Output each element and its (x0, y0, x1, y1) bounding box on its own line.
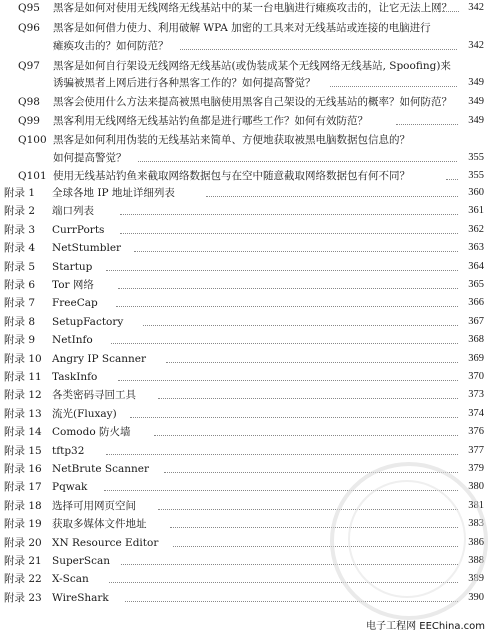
leader-dots (206, 195, 458, 197)
site-watermark: 电子工程网 EEChina.com (366, 621, 485, 632)
appendix-title: X-Scan (52, 573, 89, 585)
appendix-title: tftp32 (52, 445, 85, 457)
page-number: 342 (468, 40, 484, 51)
leader-dots (154, 434, 458, 436)
appendix-title: CurrPorts (52, 224, 105, 236)
page-number: 368 (468, 334, 484, 345)
question-number: Q95 (18, 2, 40, 14)
appendix-title: Comodo 防火墙 (52, 426, 131, 438)
question-text-continued: 诱骗被黑者上网后进行各种黑客工作的？如何提高警觉？ (53, 77, 316, 89)
question-number: Q99 (18, 115, 40, 127)
page-number: 383 (468, 518, 484, 529)
appendix-number: 附录 17 (4, 481, 42, 493)
appendix-title: TaskInfo (52, 371, 98, 383)
question-text-continued: 如何提高警觉？ (53, 152, 127, 164)
question-text-continued: 瘫痪攻击的？如何防范？ (53, 40, 169, 52)
appendix-title: 各类密码寻回工具 (52, 389, 136, 401)
appendix-number: 附录 9 (4, 334, 36, 346)
question-text: 黑客利用无线网络无线基站钓鱼都是进行哪些工作？如何有效防范？ (53, 115, 368, 127)
page-number: 379 (468, 463, 484, 474)
appendix-title: XN Resource Editor (52, 537, 159, 549)
question-text: 使用无线基站钓鱼来截取网络数据包与在空中随意截取网络数据包有何不同？ (53, 170, 410, 182)
appendix-number: 附录 6 (4, 279, 36, 291)
question-text: 黑客是如何自行架设无线网络无线基站(或伪装成某个无线网络无线基站, Spoofing)来 (53, 60, 451, 72)
appendix-number: 附录 2 (4, 205, 36, 217)
question-text: 黑客是如何对使用无线网络无线基站中的某一台电脑进行瘫痪攻击的，让它无法上网？ (53, 2, 452, 14)
appendix-title: NetInfo (52, 334, 93, 346)
leader-dots (446, 178, 458, 180)
appendix-number: 附录 15 (4, 445, 42, 457)
page-number: 389 (468, 573, 484, 584)
appendix-number: 附录 18 (4, 500, 42, 512)
appendix-number: 附录 8 (4, 316, 36, 328)
page-number: 376 (468, 426, 484, 437)
question-number: Q98 (18, 96, 40, 108)
page-number: 373 (468, 389, 484, 400)
leader-dots (134, 250, 458, 252)
appendix-title: 获取多媒体文件地址 (52, 518, 147, 530)
leader-dots (143, 324, 458, 326)
appendix-title: 流光(Fluxay) (52, 408, 117, 420)
appendix-title: SetupFactory (52, 316, 124, 328)
leader-dots (130, 416, 458, 418)
appendix-title: SuperScan (52, 555, 111, 567)
question-text: 黑客会使用什么方法来提高被黑电脑使用黑客自己架设的无线基站的概率？如何防范？ (53, 96, 452, 108)
appendix-title: Angry IP Scanner (52, 353, 146, 365)
appendix-title: Pqwak (52, 481, 88, 493)
page-number: 370 (468, 371, 484, 382)
appendix-number: 附录 5 (4, 261, 36, 273)
leader-dots (106, 269, 458, 271)
page-number: 362 (468, 224, 484, 235)
appendix-number: 附录 22 (4, 573, 42, 585)
appendix-number: 附录 1 (4, 187, 36, 199)
appendix-number: 附录 16 (4, 463, 42, 475)
leader-dots (138, 160, 457, 162)
stamp-seal-graphic (330, 462, 488, 620)
page-number: 349 (468, 115, 484, 126)
leader-dots (180, 48, 457, 50)
leader-dots (116, 305, 458, 307)
leader-dots (118, 379, 458, 381)
appendix-title: FreeCap (52, 297, 98, 309)
page-number: 364 (468, 261, 484, 272)
appendix-title: Startup (52, 261, 93, 273)
appendix-title: Tor 网络 (52, 279, 94, 291)
page-number: 380 (468, 481, 484, 492)
appendix-number: 附录 10 (4, 353, 42, 365)
appendix-title: 选择可用网页空间 (52, 500, 136, 512)
appendix-number: 附录 7 (4, 297, 36, 309)
page-number: 342 (468, 2, 484, 13)
appendix-title: 端口列表 (52, 205, 94, 217)
stamp-seal-inner-ring (348, 480, 466, 598)
question-text: 黑客是如何借力使力、利用破解 WPA 加密的工具来对无线基站或连接的电脑进行 (53, 22, 431, 34)
appendix-number: 附录 21 (4, 555, 42, 567)
appendix-number: 附录 14 (4, 426, 42, 438)
leader-dots (330, 85, 457, 87)
appendix-number: 附录 11 (4, 371, 42, 383)
appendix-number: 附录 19 (4, 518, 42, 530)
appendix-number: 附录 4 (4, 242, 36, 254)
page-number: 367 (468, 316, 484, 327)
leader-dots (425, 10, 459, 12)
page-number: 349 (468, 77, 484, 88)
leader-dots (106, 453, 458, 455)
page-number: 390 (468, 592, 484, 603)
page-number: 381 (468, 500, 484, 511)
page-number: 386 (468, 537, 484, 548)
leader-dots (166, 361, 458, 363)
page-number: 349 (468, 96, 484, 107)
page-number: 355 (468, 170, 484, 181)
leader-dots (396, 123, 458, 125)
question-number: Q101 (18, 170, 47, 182)
question-text: 黑客是如何利用伪装的无线基站来简单、方便地获取被黑电脑数据包信息的？ (53, 134, 410, 146)
appendix-title: 全球各地 IP 地址详细列表 (52, 187, 175, 199)
appendix-number: 附录 20 (4, 537, 42, 549)
page-number: 388 (468, 555, 484, 566)
appendix-title: NetBrute Scanner (52, 463, 149, 475)
appendix-title: NetStumbler (52, 242, 122, 254)
leader-dots (158, 397, 458, 399)
appendix-number: 附录 23 (4, 592, 42, 604)
page-number: 365 (468, 279, 484, 290)
appendix-number: 附录 12 (4, 389, 42, 401)
leader-dots (118, 287, 458, 289)
page-number: 363 (468, 242, 484, 253)
page-number: 374 (468, 408, 484, 419)
question-number: Q100 (18, 134, 47, 146)
question-number: Q96 (18, 22, 40, 34)
appendix-number: 附录 3 (4, 224, 36, 236)
leader-dots (120, 213, 458, 215)
page-number: 377 (468, 445, 484, 456)
page-number: 355 (468, 152, 484, 163)
page-number: 361 (468, 205, 484, 216)
appendix-number: 附录 13 (4, 408, 42, 420)
leader-dots (120, 232, 458, 234)
leader-dots (111, 342, 458, 344)
page-number: 360 (468, 187, 484, 198)
page-number: 366 (468, 297, 484, 308)
page-number: 369 (468, 353, 484, 364)
question-number: Q97 (18, 60, 40, 72)
appendix-title: WireShark (52, 592, 109, 604)
